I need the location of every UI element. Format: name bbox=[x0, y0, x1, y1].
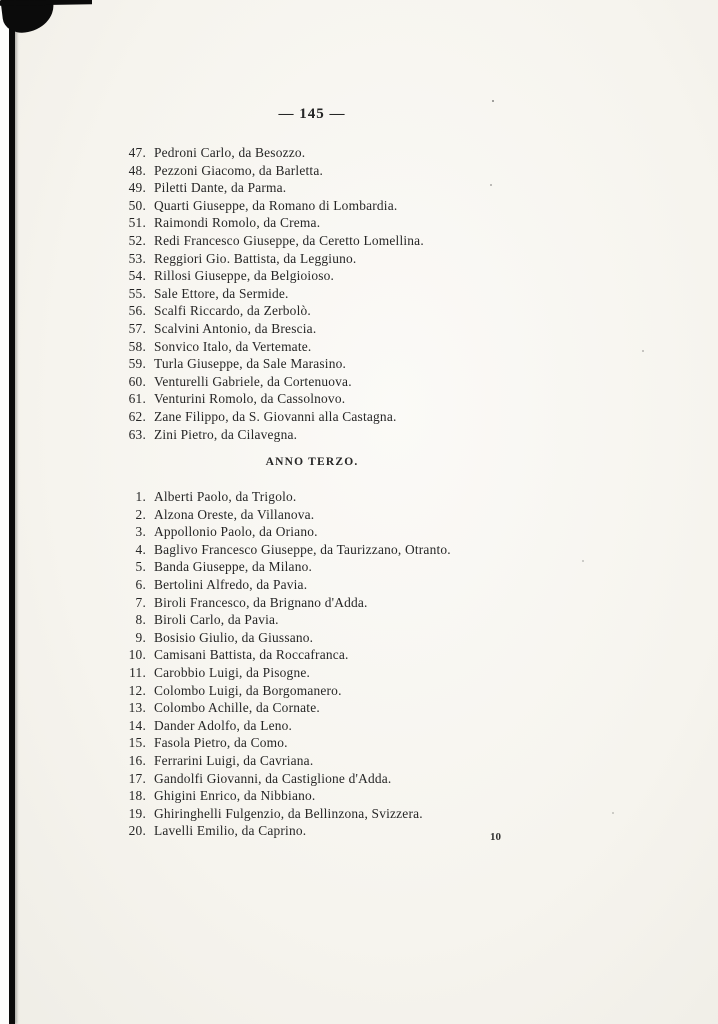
item-text: Fasola Pietro, da Como. bbox=[154, 735, 288, 751]
item-text: Gandolfi Giovanni, da Castiglione d'Adda. bbox=[154, 770, 392, 786]
item-text: Raimondi Romolo, da Crema. bbox=[154, 215, 321, 231]
roster-list-anno-terzo bbox=[118, 488, 451, 840]
list-item bbox=[118, 355, 424, 373]
item-text: Venturini Romolo, da Cassolnovo. bbox=[154, 391, 346, 407]
item-number: 14. bbox=[128, 717, 146, 733]
page-number: — 145 — bbox=[278, 106, 346, 122]
item-number: 63. bbox=[128, 426, 146, 442]
list-item bbox=[118, 232, 424, 250]
item-number: 55. bbox=[128, 285, 146, 301]
item-number: 62. bbox=[128, 408, 146, 424]
item-number: 53. bbox=[128, 250, 146, 266]
list-item bbox=[118, 408, 424, 426]
item-number: 60. bbox=[128, 373, 146, 389]
item-number: 59. bbox=[128, 356, 146, 372]
item-text: Redi Francesco Giuseppe, da Ceretto Lomellina. bbox=[154, 232, 424, 248]
list-item bbox=[118, 699, 451, 717]
list-item bbox=[118, 197, 424, 215]
item-text: Colombo Luigi, da Borgomanero. bbox=[154, 682, 342, 698]
item-number: 58. bbox=[128, 338, 146, 354]
list-item bbox=[118, 664, 451, 682]
item-text: Turla Giuseppe, da Sale Marasino. bbox=[154, 356, 347, 372]
item-text: Alzona Oreste, da Villanova. bbox=[154, 506, 315, 522]
item-number: 7. bbox=[135, 594, 146, 610]
roster-list-continued bbox=[118, 144, 424, 443]
item-text: Alberti Paolo, da Trigolo. bbox=[154, 489, 297, 504]
item-number: 5. bbox=[135, 559, 146, 575]
item-number: 20. bbox=[128, 823, 146, 839]
list-item bbox=[118, 558, 451, 576]
item-text: Lavelli Emilio, da Caprino. bbox=[154, 823, 307, 839]
list-item bbox=[118, 179, 424, 197]
item-text: Pezzoni Giacomo, da Barletta. bbox=[154, 162, 324, 178]
item-text: Quarti Giuseppe, da Romano di Lombardia. bbox=[154, 197, 398, 213]
item-text: Banda Giuseppe, da Milano. bbox=[154, 559, 313, 575]
item-text: Ghiringhelli Fulgenzio, da Bellinzona, Svizzera. bbox=[154, 805, 423, 821]
list-item bbox=[118, 426, 424, 444]
item-number: 51. bbox=[128, 215, 146, 231]
list-item bbox=[118, 629, 451, 647]
item-text: Piletti Dante, da Parma. bbox=[154, 180, 287, 196]
list-item bbox=[118, 646, 451, 664]
list-item bbox=[118, 541, 451, 559]
list-item bbox=[118, 682, 451, 700]
item-number: 18. bbox=[128, 788, 146, 804]
item-number: 10. bbox=[128, 647, 146, 663]
item-text: Sale Ettore, da Sermide. bbox=[154, 285, 289, 301]
list-item bbox=[118, 734, 451, 752]
list-item bbox=[118, 576, 451, 594]
item-number: 50. bbox=[128, 197, 146, 213]
item-text: Scalvini Antonio, da Brescia. bbox=[154, 320, 317, 336]
list-item bbox=[118, 373, 424, 391]
item-number: 61. bbox=[128, 391, 146, 407]
list-item bbox=[118, 162, 424, 180]
item-number: 56. bbox=[128, 303, 146, 319]
item-text: Ferrarini Luigi, da Cavriana. bbox=[154, 752, 314, 768]
list-item bbox=[118, 214, 424, 232]
list-item bbox=[118, 250, 424, 268]
item-text: Zane Filippo, da S. Giovanni alla Castagna. bbox=[154, 408, 397, 424]
list-item bbox=[118, 523, 451, 541]
list-item bbox=[118, 717, 451, 735]
item-number: 2. bbox=[135, 506, 146, 522]
item-text: Sonvico Italo, da Vertemate. bbox=[154, 338, 312, 354]
item-number: 11. bbox=[129, 664, 146, 680]
section-heading-anno-terzo: ANNO TERZO. bbox=[265, 456, 359, 468]
item-number: 15. bbox=[128, 735, 146, 751]
list-item bbox=[118, 285, 424, 303]
item-number: 6. bbox=[135, 576, 146, 592]
list-item bbox=[118, 302, 424, 320]
item-text: Dander Adolfo, da Leno. bbox=[154, 717, 293, 733]
item-text: Reggiori Gio. Battista, da Leggiuno. bbox=[154, 250, 357, 266]
list-item bbox=[118, 822, 451, 840]
item-number: 3. bbox=[135, 524, 146, 540]
item-number: 54. bbox=[128, 268, 146, 284]
item-text: Biroli Carlo, da Pavia. bbox=[154, 612, 279, 628]
list-item bbox=[118, 752, 451, 770]
item-number: 13. bbox=[128, 700, 146, 716]
item-text: Baglivo Francesco Giuseppe, da Taurizzano, Otranto. bbox=[154, 541, 451, 557]
item-number: 1. bbox=[135, 489, 146, 504]
list-item bbox=[118, 805, 451, 823]
item-number: 9. bbox=[135, 629, 146, 645]
item-text: Rillosi Giuseppe, da Belgioioso. bbox=[154, 268, 335, 284]
list-item bbox=[118, 770, 451, 788]
item-number: 47. bbox=[128, 145, 146, 160]
item-number: 48. bbox=[128, 162, 146, 178]
item-text: Zini Pietro, da Cilavegna. bbox=[154, 426, 298, 442]
list-item bbox=[118, 144, 424, 162]
item-text: Bosisio Giulio, da Giussano. bbox=[154, 629, 314, 645]
item-number: 19. bbox=[128, 805, 146, 821]
item-number: 12. bbox=[128, 682, 146, 698]
list-item bbox=[118, 611, 451, 629]
list-item bbox=[118, 594, 451, 612]
item-number: 8. bbox=[135, 612, 146, 628]
item-text: Carobbio Luigi, da Pisogne. bbox=[154, 664, 311, 680]
item-text: Pedroni Carlo, da Besozzo. bbox=[154, 145, 306, 160]
list-item bbox=[118, 338, 424, 356]
list-item bbox=[118, 787, 451, 805]
item-number: 4. bbox=[135, 541, 146, 557]
signature-mark: 10 bbox=[490, 831, 501, 843]
item-text: Biroli Francesco, da Brignano d'Adda. bbox=[154, 594, 368, 610]
item-text: Colombo Achille, da Cornate. bbox=[154, 700, 320, 716]
item-number: 49. bbox=[128, 180, 146, 196]
item-number: 17. bbox=[128, 770, 146, 786]
list-item bbox=[118, 506, 451, 524]
item-text: Venturelli Gabriele, da Cortenuova. bbox=[154, 373, 352, 389]
list-item bbox=[118, 488, 451, 506]
item-number: 57. bbox=[128, 320, 146, 336]
item-text: Ghigini Enrico, da Nibbiano. bbox=[154, 788, 316, 804]
list-item bbox=[118, 267, 424, 285]
item-text: Bertolini Alfredo, da Pavia. bbox=[154, 576, 308, 592]
item-number: 16. bbox=[128, 752, 146, 768]
item-text: Appollonio Paolo, da Oriano. bbox=[154, 524, 318, 540]
item-number: 52. bbox=[128, 232, 146, 248]
item-text: Camisani Battista, da Roccafranca. bbox=[154, 647, 349, 663]
item-text: Scalfi Riccardo, da Zerbolò. bbox=[154, 303, 311, 319]
list-item bbox=[118, 390, 424, 408]
list-item bbox=[118, 320, 424, 338]
